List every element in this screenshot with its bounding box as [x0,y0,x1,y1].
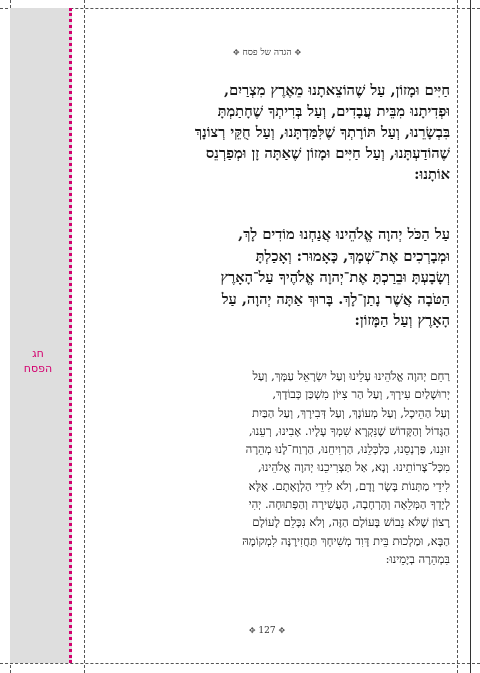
text-line: בִּבְשָׂרֵנוּ, וְעַל תּוֹרָתְךָ שֶׁלִּמַּדְתָּנוּ, וְעַל חֻקֵּי רְצוֹנָךְ [194,124,450,141]
paragraph-3 [86,367,450,568]
section-tab-label [12,346,64,376]
text-line: וּמְבָרְכִים אֶת־שְׁמָךְ, כָּאָמוּר: וְאָכַלְתָּ [255,247,450,265]
text-line: הַגָּדוֹל וְהַקָּדוֹשׁ שֶׁנִּקְרָא שִׁמְךָ עָלָיו. אָבִינוּ, רְעֵנוּ, [248,423,450,438]
dotted-margin-rule [69,8,72,663]
text-line: לְיָדְךָ הַמְּלֵאָה וְהָרְחָבָה, הָעֲשִׁירָה וְהַפְּתוּחָה. יְהִי [248,497,450,512]
ornament-right: ✥ [294,48,302,57]
text-line: רָצוֹן שֶׁלֹּא נֵבוֹשׁ בָּעוֹלָם הַזֶּה, וְלֹא נִכָּלֵם לָעוֹלָם [252,515,450,530]
text-line: וּפְדִיתָנוּ מִבֵּית עֲבָדִים, וְעַל בְּרִיתְךָ שֶׁחָתַמְתָּ [217,103,450,120]
section-tab-line-1: חג [32,347,44,360]
crop-guide-top [0,8,480,9]
crop-guide-inner [84,0,85,673]
paragraph-2 [86,224,450,332]
text-line: הַבָּא, וּמַלְכוּת בֵּית דָּוִד מְשִׁיחָךְ תַּחֲזִירֶנָּה לִמְקוֹמָהּ [242,533,450,548]
crop-guide-right [457,0,458,673]
crop-guide-bottom [0,663,480,664]
section-tab-line-2: הפסח [23,362,53,375]
trim-line-right [470,0,471,673]
paragraph-1 [86,80,450,185]
ornament-left: ✥ [232,48,240,57]
text-line: הַטֹּבָה אֲשֶׁר נָתַן־לָךְ. בָּרוּךְ אַתָּה יְהוָה, עַל [221,290,450,308]
ornament-right: ✥ [278,626,286,635]
text-line: וְשָׂבָעְתָּ וּבֵרַכְתָּ אֶת־יְהוָה אֱלֹהֶיךָ עַל־הָאָרֶץ [220,269,450,286]
text-line: הָאָרֶץ וְעַל הַמָּזוֹן: [354,312,450,329]
running-head [84,47,450,58]
text-line: שֶׁהוֹדַעְתָּנוּ, וְעַל חַיִּים וּמָזוֹן שֶׁאַתָּה זָן וּמְפַרְנֵס [205,145,450,162]
text-line: חַיִּים וּמָזוֹן, עַל שֶׁהוֹצֵאתָנוּ מֵאֶרֶץ מִצְרַיִם, [223,82,450,99]
side-margin-panel [10,8,72,663]
text-line: מִכָּל־צָרוֹתֵינוּ. וְנָא, אַל תַּצְרִיכֵנוּ יְהוָה אֱלֹהֵינוּ, [258,460,450,475]
page-number-value: 127 [258,626,276,636]
running-head-title: הגדה של פסח [242,48,292,58]
text-line: זוּנֵנוּ, פַּרְנְסֵנוּ, כַּלְכְּלֵנוּ, הַרְוִיחֵנוּ, הַרְוַח־לָנוּ מְהֵרָה [245,442,450,457]
text-line: יְרוּשָׁלַיִם עִירָךְ, וְעַל הַר צִיּוֹן מִשְׁכַּן כְּבוֹדָךְ, [272,387,450,402]
page-number [84,626,450,636]
text-line: וְעַל הַהֵיכָל, וְעַל מְעוֹנָךְ, וְעַל דְּבִירָךְ, וְעַל הַבַּיִת [252,405,450,420]
text-line: עַל הַכֹּל יְהוָה אֱלֹהֵינוּ אֲנַחְנוּ מוֹדִים לָךְ, [238,226,450,243]
ornament-left: ✥ [248,626,256,635]
text-line: רַחֵם יְהוָה אֱלֹהֵינוּ עָלֵינוּ וְעַל יִשְׂרָאֵל עַמָּךְ, וְעַל [252,369,450,383]
text-line: אוֹתָנוּ: [414,166,450,183]
text-line: לִידֵי מַתְּנוֹת בָּשָׂר וָדָם, וְלֹא לִידֵי הַלְוָאָתָם. אֶלָּא [248,478,450,493]
text-line: בִּמְהֵרָה בְיָמֵינוּ: [385,551,450,566]
